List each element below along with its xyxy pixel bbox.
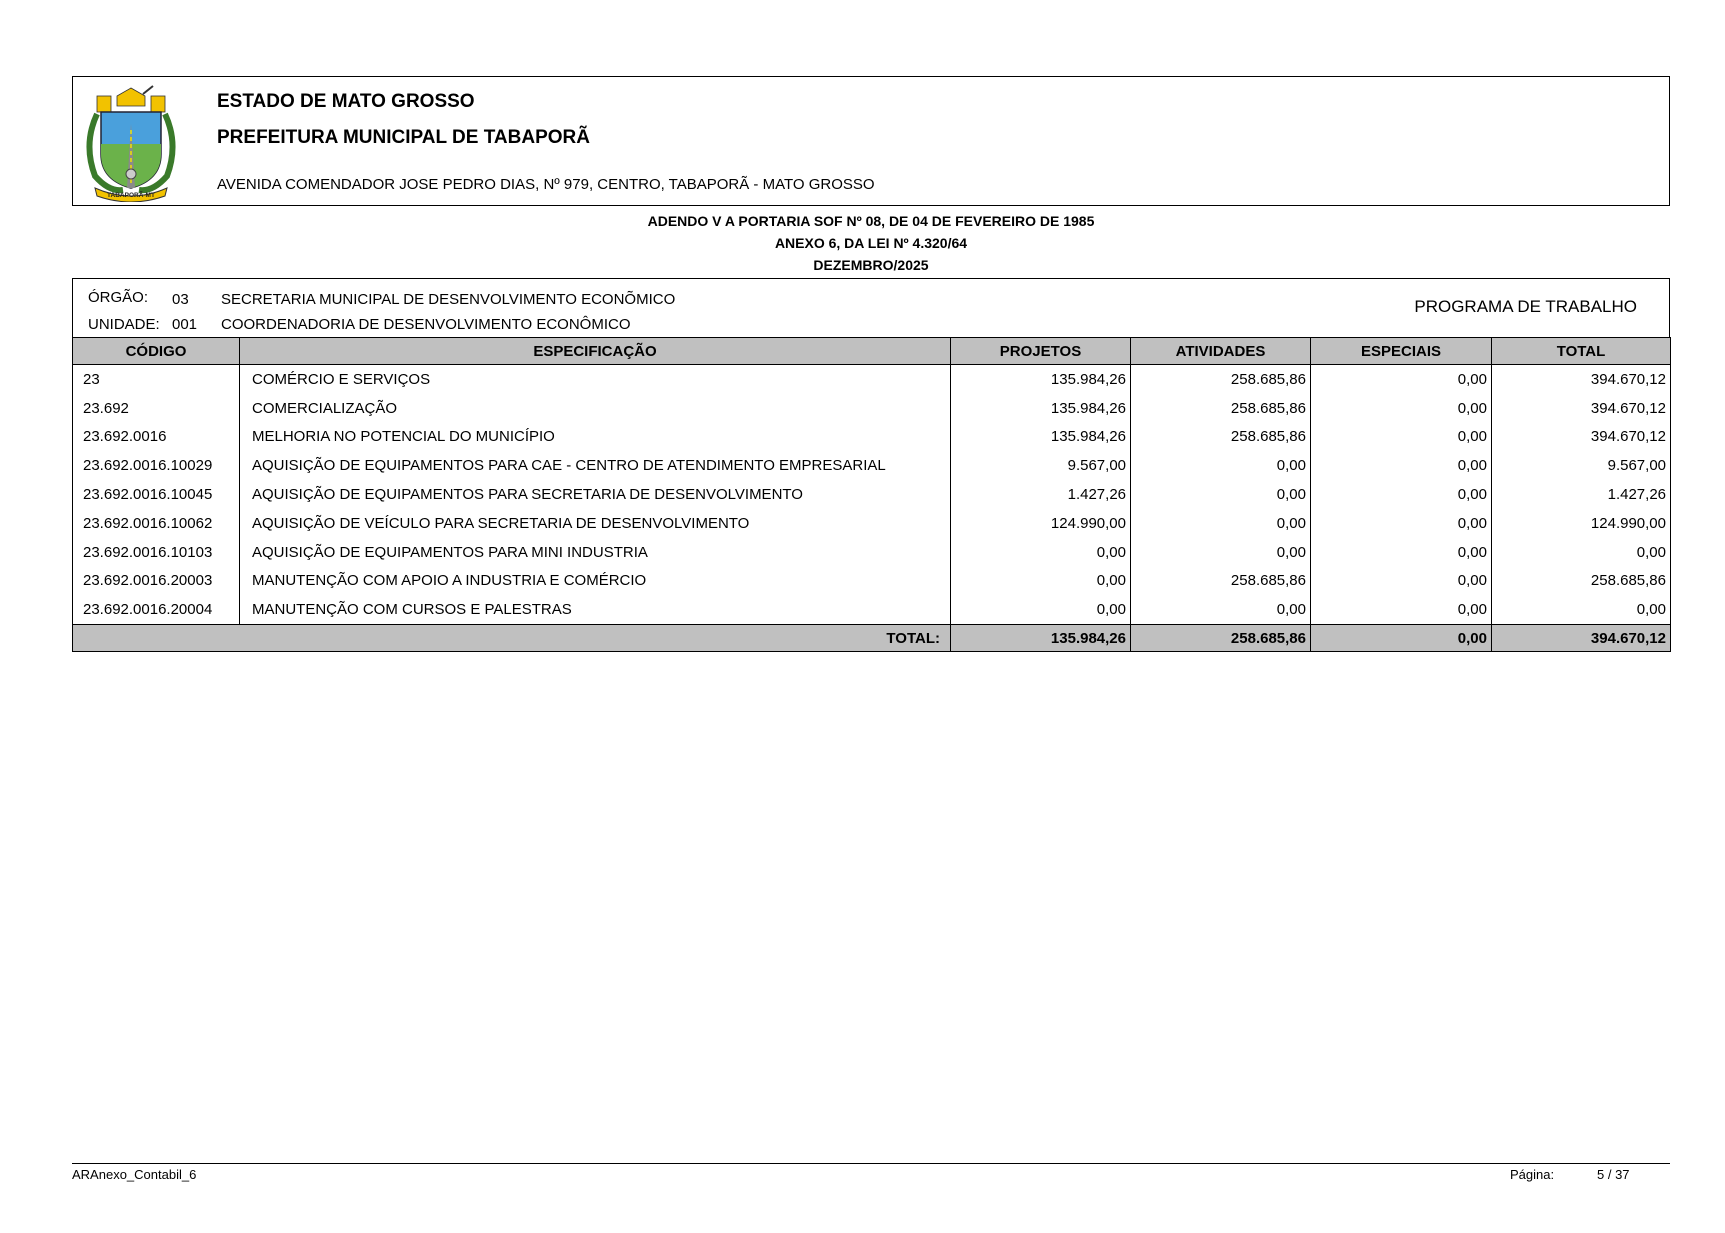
cell-atividades: 258.685,86 — [1131, 394, 1311, 423]
cell-code: 23 — [73, 365, 240, 394]
col-header-atividades: ATIVIDADES — [1131, 338, 1311, 365]
cell-code: 23.692.0016.20003 — [73, 567, 240, 596]
cell-spec: COMÉRCIO E SERVIÇOS — [240, 365, 951, 394]
unidade-code: 001 — [172, 316, 198, 333]
cell-total: 1.427,26 — [1492, 480, 1671, 509]
svg-text:TABAPORÃ-MT: TABAPORÃ-MT — [107, 192, 155, 199]
cell-projetos: 1.427,26 — [951, 480, 1131, 509]
cell-especiais: 0,00 — [1311, 451, 1492, 480]
cell-especiais: 0,00 — [1311, 595, 1492, 624]
orgao-name: SECRETARIA MUNICIPAL DE DESENVOLVIMENTO ECONÕMICO — [221, 291, 676, 308]
total-total: 394.670,12 — [1492, 625, 1671, 652]
cell-especiais: 0,00 — [1311, 538, 1492, 567]
report-name: ARAnexo_Contabil_6 — [72, 1167, 197, 1182]
title-line-3: DEZEMBRO/2025 — [813, 257, 929, 273]
cell-projetos: 0,00 — [951, 595, 1131, 624]
cell-code: 23.692.0016.20004 — [73, 595, 240, 624]
cell-projetos: 0,00 — [951, 538, 1131, 567]
table-row — [73, 394, 1671, 423]
report-titles — [72, 210, 1670, 276]
total-row — [73, 625, 1671, 652]
cell-spec: MANUTENÇÃO COM APOIO A INDUSTRIA E COMÉRCIO — [240, 567, 951, 596]
cell-spec: MANUTENÇÃO COM CURSOS E PALESTRAS — [240, 595, 951, 624]
cell-total: 124.990,00 — [1492, 509, 1671, 538]
cell-atividades: 0,00 — [1131, 538, 1311, 567]
total-atividades: 258.685,86 — [1131, 625, 1311, 652]
table-row — [73, 595, 1671, 624]
table-row — [73, 538, 1671, 567]
municipal-crest-icon — [79, 84, 183, 202]
cell-spec: AQUISIÇÃO DE EQUIPAMENTOS PARA SECRETARIA DE DESENVOLVIMENTO — [240, 480, 951, 509]
col-header-total: TOTAL — [1492, 338, 1671, 365]
cell-spec: AQUISIÇÃO DE VEÍCULO PARA SECRETARIA DE DESENVOLVIMENTO — [240, 509, 951, 538]
table-row — [73, 423, 1671, 452]
cell-projetos: 135.984,26 — [951, 423, 1131, 452]
cell-atividades: 0,00 — [1131, 451, 1311, 480]
city-hall-name: PREFEITURA MUNICIPAL DE TABAPORÃ — [217, 127, 590, 148]
table-row — [73, 480, 1671, 509]
cell-especiais: 0,00 — [1311, 423, 1492, 452]
orgao-label: ÓRGÃO: — [88, 289, 149, 306]
cell-total: 9.567,00 — [1492, 451, 1671, 480]
cell-total: 394.670,12 — [1492, 394, 1671, 423]
table-row — [73, 451, 1671, 480]
cell-code: 23.692.0016.10062 — [73, 509, 240, 538]
program-label: PROGRAMA DE TRABALHO — [1414, 297, 1637, 316]
cell-spec: AQUISIÇÃO DE EQUIPAMENTOS PARA CAE - CENTRO DE ATENDIMENTO EMPRESARIAL — [240, 451, 951, 480]
col-header-projetos: PROJETOS — [951, 338, 1131, 365]
cell-total: 258.685,86 — [1492, 567, 1671, 596]
cell-code: 23.692.0016.10029 — [73, 451, 240, 480]
cell-projetos: 9.567,00 — [951, 451, 1131, 480]
cell-atividades: 0,00 — [1131, 480, 1311, 509]
cell-atividades: 258.685,86 — [1131, 365, 1311, 394]
cell-code: 23.692.0016 — [73, 423, 240, 452]
cell-atividades: 258.685,86 — [1131, 567, 1311, 596]
unidade-label: UNIDADE: — [88, 316, 160, 333]
cell-code: 23.692 — [73, 394, 240, 423]
header-box — [72, 76, 1670, 206]
cell-code: 23.692.0016.10045 — [73, 480, 240, 509]
program-table — [72, 337, 1671, 652]
cell-especiais: 0,00 — [1311, 509, 1492, 538]
cell-atividades: 0,00 — [1131, 595, 1311, 624]
title-line-1: ADENDO V A PORTARIA SOF Nº 08, DE 04 DE FEVEREIRO DE 1985 — [647, 213, 1095, 229]
cell-especiais: 0,00 — [1311, 365, 1492, 394]
cell-projetos: 0,00 — [951, 567, 1131, 596]
total-projetos: 135.984,26 — [951, 625, 1131, 652]
page-number: 5 / 37 — [1597, 1167, 1630, 1182]
page-label: Página: — [1510, 1167, 1555, 1182]
cell-total: 394.670,12 — [1492, 423, 1671, 452]
cell-projetos: 135.984,26 — [951, 394, 1131, 423]
table-row — [73, 567, 1671, 596]
org-info — [72, 278, 1670, 339]
cell-spec: MELHORIA NO POTENCIAL DO MUNICÍPIO — [240, 423, 951, 452]
cell-projetos: 135.984,26 — [951, 365, 1131, 394]
col-header-especificacao: ESPECIFICAÇÃO — [240, 338, 951, 365]
cell-atividades: 0,00 — [1131, 509, 1311, 538]
footer-divider — [72, 1163, 1670, 1164]
cell-especiais: 0,00 — [1311, 567, 1492, 596]
cell-especiais: 0,00 — [1311, 480, 1492, 509]
table-row — [73, 365, 1671, 394]
cell-especiais: 0,00 — [1311, 394, 1492, 423]
unidade-name: COORDENADORIA DE DESENVOLVIMENTO ECONÔMICO — [221, 316, 631, 333]
title-line-2: ANEXO 6, DA LEI Nº 4.320/64 — [774, 235, 968, 251]
total-label: TOTAL: — [73, 625, 951, 652]
total-especiais: 0,00 — [1311, 625, 1492, 652]
cell-total: 0,00 — [1492, 595, 1671, 624]
orgao-code: 03 — [172, 291, 189, 308]
table-row — [73, 509, 1671, 538]
cell-atividades: 258.685,86 — [1131, 423, 1311, 452]
col-header-codigo: CÓDIGO — [73, 338, 240, 365]
address: AVENIDA COMENDADOR JOSE PEDRO DIAS, Nº 979, CENTRO, TABAPORÃ - MATO GROSSO — [217, 176, 875, 193]
cell-total: 0,00 — [1492, 538, 1671, 567]
col-header-especiais: ESPECIAIS — [1311, 338, 1492, 365]
table-header-row — [73, 338, 1671, 365]
cell-spec: AQUISIÇÃO DE EQUIPAMENTOS PARA MINI INDUSTRIA — [240, 538, 951, 567]
state-name: ESTADO DE MATO GROSSO — [217, 91, 475, 112]
cell-total: 394.670,12 — [1492, 365, 1671, 394]
cell-projetos: 124.990,00 — [951, 509, 1131, 538]
cell-code: 23.692.0016.10103 — [73, 538, 240, 567]
cell-spec: COMERCIALIZAÇÃO — [240, 394, 951, 423]
